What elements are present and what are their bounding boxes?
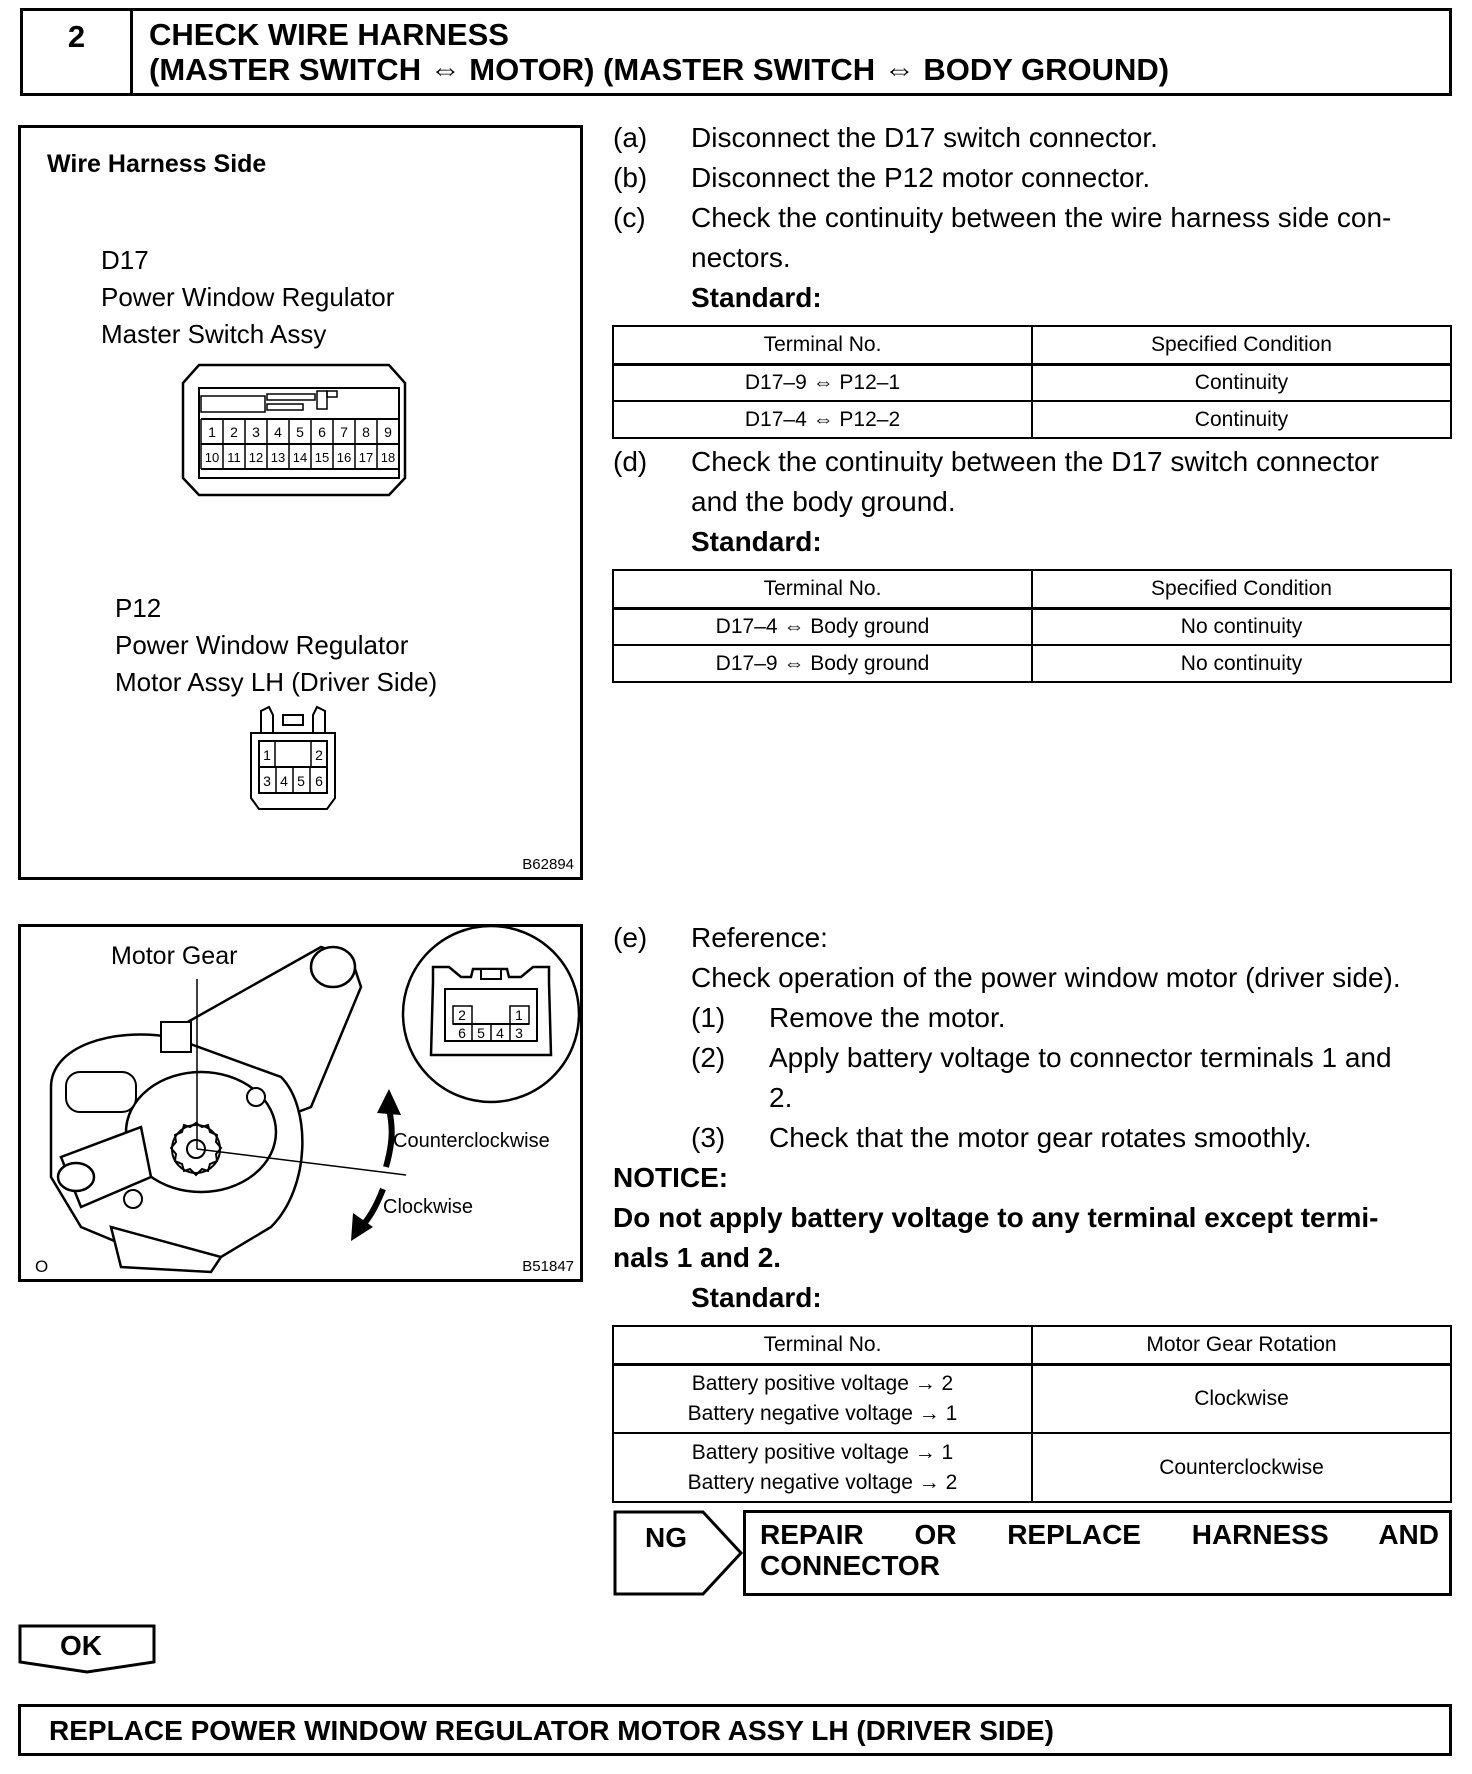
table1-row2-condition: Continuity	[1032, 401, 1451, 438]
d17-pin-14: 14	[292, 450, 308, 465]
d17-pin-15: 15	[314, 450, 330, 465]
table1-row2-terminal: D17–4 ⇔ P12–2	[613, 401, 1032, 438]
table3-header-terminal: Terminal No.	[613, 1326, 1032, 1364]
substep-3-num: (3)	[691, 1122, 726, 1153]
final-action: REPLACE POWER WINDOW REGULATOR MOTOR ASSY LH (DRIVER SIDE)	[49, 1715, 1054, 1746]
motor-connector-pin-1: 1	[515, 1007, 523, 1023]
table2-header-terminal: Terminal No.	[613, 570, 1032, 608]
motor-connector-pin-5: 5	[477, 1025, 485, 1041]
d17-pin-13: 13	[270, 450, 286, 465]
final-action-box	[18, 1704, 1452, 1756]
substep-2-num: (2)	[691, 1042, 726, 1073]
figure-id: B62894	[522, 856, 574, 873]
p12-pin-6: 6	[315, 773, 323, 789]
ok-label: OK	[60, 1630, 102, 1661]
continuity-table-2	[612, 569, 1452, 683]
ng-action-line1: REPAIR OR REPLACE HARNESS AND	[760, 1519, 1439, 1550]
substep-2-text-line1: Apply battery voltage to connector terminals 1 and	[769, 1042, 1392, 1073]
step-title	[149, 17, 1169, 87]
p12-connector-diagram	[243, 703, 343, 813]
d17-pin-3: 3	[252, 424, 260, 440]
p12-code: P12	[115, 593, 162, 623]
table3-row2-terminal	[613, 1433, 1032, 1502]
table3-header-rotation: Motor Gear Rotation	[1032, 1326, 1451, 1364]
p12-pin-4: 4	[280, 773, 288, 789]
motor-figure	[18, 924, 583, 1282]
table2-row2-terminal: D17–9 ⇔ Body ground	[613, 645, 1032, 682]
notice-line1: Do not apply battery voltage to any terminal except termi-	[613, 1202, 1379, 1233]
d17-pin-6: 6	[318, 424, 326, 440]
substep-3-text: Check that the motor gear rotates smoothly.	[769, 1122, 1312, 1153]
table2-row1-condition: No continuity	[1032, 608, 1451, 645]
ng-action-line2: CONNECTOR	[760, 1550, 940, 1581]
d17-name-line1: Power Window Regulator	[101, 282, 395, 312]
d17-connector-diagram	[179, 363, 409, 498]
ng-action-box	[743, 1510, 1452, 1596]
figure-heading: Wire Harness Side	[47, 150, 267, 178]
d17-pin-18: 18	[380, 450, 396, 465]
connector-figure	[18, 125, 583, 880]
motor-gear-label: Motor Gear	[107, 938, 241, 975]
motor-illustration	[21, 927, 580, 1279]
p12-name-line2: Motor Assy LH (Driver Side)	[115, 667, 438, 697]
d17-code: D17	[101, 245, 149, 275]
notice-label: NOTICE:	[613, 1162, 729, 1193]
step-number: 2	[23, 11, 133, 93]
notice-line2: nals 1 and 2.	[613, 1242, 782, 1273]
standard-label-2: Standard:	[691, 526, 822, 557]
table3-row1-rotation: Clockwise	[1032, 1364, 1451, 1433]
d17-name-line2: Master Switch Assy	[101, 319, 327, 349]
step-e-text-line1: Reference:	[691, 922, 828, 953]
step-title-line2: (MASTER SWITCH ⇔ MOTOR) (MASTER SWITCH ⇔ BODY GROUND)	[149, 52, 1170, 87]
d17-pin-8: 8	[362, 424, 370, 440]
motor-rotation-table	[612, 1325, 1452, 1503]
table3-row2-rotation: Counterclockwise	[1032, 1433, 1451, 1502]
ng-result	[613, 1510, 1452, 1596]
ng-label: NG	[645, 1522, 687, 1553]
table3-row1-line1: Battery positive voltage → 2	[691, 1371, 954, 1395]
d17-pin-17: 17	[358, 450, 374, 465]
d17-pin-9: 9	[384, 424, 392, 440]
d17-pin-10: 10	[204, 450, 220, 465]
table3-row2-line2: Battery negative voltage → 2	[687, 1470, 958, 1494]
step-c-letter: (c)	[613, 202, 646, 233]
d17-pin-7: 7	[340, 424, 348, 440]
d17-pin-1: 1	[208, 424, 216, 440]
substep-1-num: (1)	[691, 1002, 726, 1033]
motor-connector-pin-4: 4	[496, 1025, 504, 1041]
table1-header-condition: Specified Condition	[1032, 326, 1451, 364]
continuity-table-1	[612, 325, 1452, 439]
d17-pin-4: 4	[274, 424, 282, 440]
table3-row2-line1: Battery positive voltage → 1	[691, 1440, 954, 1464]
d17-pin-5: 5	[296, 424, 304, 440]
table1-header-terminal: Terminal No.	[613, 326, 1032, 364]
ok-result	[18, 1624, 156, 1674]
table2-header-condition: Specified Condition	[1032, 570, 1451, 608]
table1-row1-terminal: D17–9 ⇔ P12–1	[613, 364, 1032, 401]
table3-row1-terminal	[613, 1364, 1032, 1433]
p12-pin-2: 2	[315, 747, 323, 763]
step-c-text-line2: nectors.	[691, 242, 791, 273]
step-e-letter: (e)	[613, 922, 648, 953]
d17-pin-12: 12	[248, 450, 264, 465]
motor-connector-pin-3: 3	[515, 1025, 523, 1041]
p12-name-line1: Power Window Regulator	[115, 630, 409, 660]
counterclockwise-label: Counterclockwise	[393, 1130, 550, 1152]
table2-row2-condition: No continuity	[1032, 645, 1451, 682]
table1-row1-condition: Continuity	[1032, 364, 1451, 401]
substep-2-text-line2: 2.	[769, 1082, 793, 1113]
step-b-letter: (b)	[613, 162, 648, 193]
clockwise-label: Clockwise	[383, 1196, 474, 1218]
step-d-text-line1: Check the continuity between the D17 switch connector	[691, 446, 1379, 477]
step-e-text-line2: Check operation of the power window motor (driver side).	[691, 962, 1401, 993]
motor-connector-pin-6: 6	[458, 1025, 466, 1041]
figure2-id: B51847	[522, 1258, 574, 1275]
step-d-text-line2: and the body ground.	[691, 486, 956, 517]
table3-row1-line2: Battery negative voltage → 1	[687, 1401, 958, 1425]
standard-label-1: Standard:	[691, 282, 822, 313]
step-c-text-line1: Check the continuity between the wire harness side con-	[691, 202, 1392, 233]
step-a-letter: (a)	[613, 122, 648, 153]
step-b-text: Disconnect the P12 motor connector.	[691, 162, 1151, 193]
d17-pin-11: 11	[227, 450, 241, 465]
step-header	[20, 8, 1452, 96]
step-a-text: Disconnect the D17 switch connector.	[691, 122, 1158, 153]
substep-1-text: Remove the motor.	[769, 1002, 1006, 1033]
p12-pin-1: 1	[263, 747, 271, 763]
d17-pin-2: 2	[230, 424, 238, 440]
d17-pin-16: 16	[336, 450, 352, 465]
table2-row1-terminal: D17–4 ⇔ Body ground	[613, 608, 1032, 645]
step-title-line1: CHECK WIRE HARNESS	[149, 17, 509, 52]
step-d-letter: (d)	[613, 446, 648, 477]
p12-pin-3: 3	[263, 773, 271, 789]
corner-mark: O	[35, 1257, 49, 1276]
p12-pin-5: 5	[297, 773, 305, 789]
standard-label-3: Standard:	[691, 1282, 822, 1313]
motor-connector-pin-2: 2	[458, 1007, 466, 1023]
